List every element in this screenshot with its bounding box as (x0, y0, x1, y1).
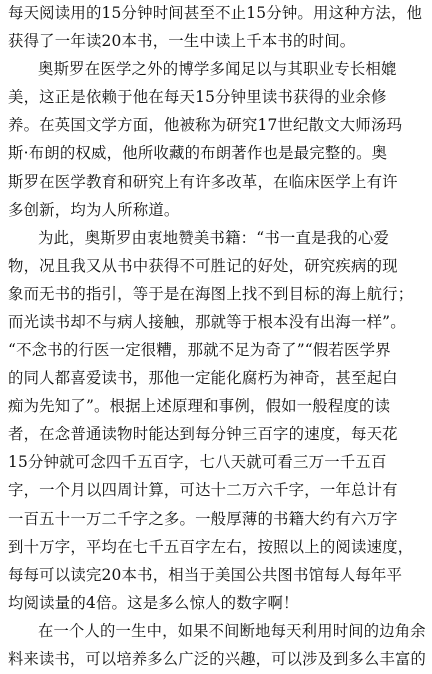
text-line: 15分钟就可念四千五百字，七八天就可看三万一千五百 (8, 453, 387, 472)
text-line: 斯罗在医学教育和研究上有许多改革，在临床医学上有许 (8, 172, 398, 191)
text-line: 养。在英国文学方面，他被称为研究17世纪散文大师汤玛 (8, 116, 403, 135)
text-line: 斯·布朗的权威，他所收藏的布朗著作也是最完整的。奥 (8, 144, 388, 163)
text-line: 每天阅读用的15分钟时间甚至不止15分钟。用这种方法，他 (8, 4, 423, 22)
text-line: 多创新，均为人所称道。 (8, 200, 180, 219)
text-line: 痴为先知了”。根据上述原理和事例，假如一般程度的读 (8, 397, 391, 416)
text-line: 一百五十一万二千字之多。一般厚薄的书籍大约有六万字 (8, 509, 398, 528)
text-line: 物，况且我又从书中获得不可胜记的好处，研究疾病的现 (8, 256, 398, 275)
text-line: 而光读书却不与病人接触，那就等于根本没有出海一样”。 (8, 312, 406, 331)
text-line: 在一个人的一生中，如果不间断地每天利用时间的边角余 (38, 621, 426, 640)
text-line: 料来读书，可以培养多么广泛的兴趣，可以涉及到多么丰富的 (8, 650, 426, 668)
text-line: 美，这正是依赖于他在每天15分钟里读书获得的业余修 (8, 88, 387, 107)
text-line: 奥斯罗在医学之外的博学多闻足以与其职业专长相媲 (38, 60, 397, 79)
text-line: 字，一个月以四周计算，可达十二万六千字，一年总计有 (8, 481, 398, 500)
text-line: 者，在念普通读物时能达到每分钟三百字的速度，每天花 (8, 425, 398, 444)
text-line: 获得了一年读20本书，一生中读上千本书的时间。 (8, 32, 356, 51)
text-line: 每每可以读完20本书，相当于美国公共图书馆每人每年平 (8, 565, 403, 584)
text-line: “不念书的行医一定很糟，那就不足为奇了”“假若医学界 (8, 341, 391, 360)
text-line: 象而无书的指引，等于是在海图上找不到目标的海上航行； (8, 284, 414, 303)
text-line: 的同人都喜爱读书，那他一定能化腐朽为神奇，甚至起白 (8, 369, 398, 388)
text-line: 为此，奥斯罗由衷地赞美书籍：“书一直是我的心爱 (38, 228, 390, 247)
text-line: 到十万字，平均在七千五百字左右，按照以上的阅读速度， (8, 537, 414, 556)
text-line: 均阅读量的4倍。这是多么惊人的数字啊！ (8, 593, 299, 612)
